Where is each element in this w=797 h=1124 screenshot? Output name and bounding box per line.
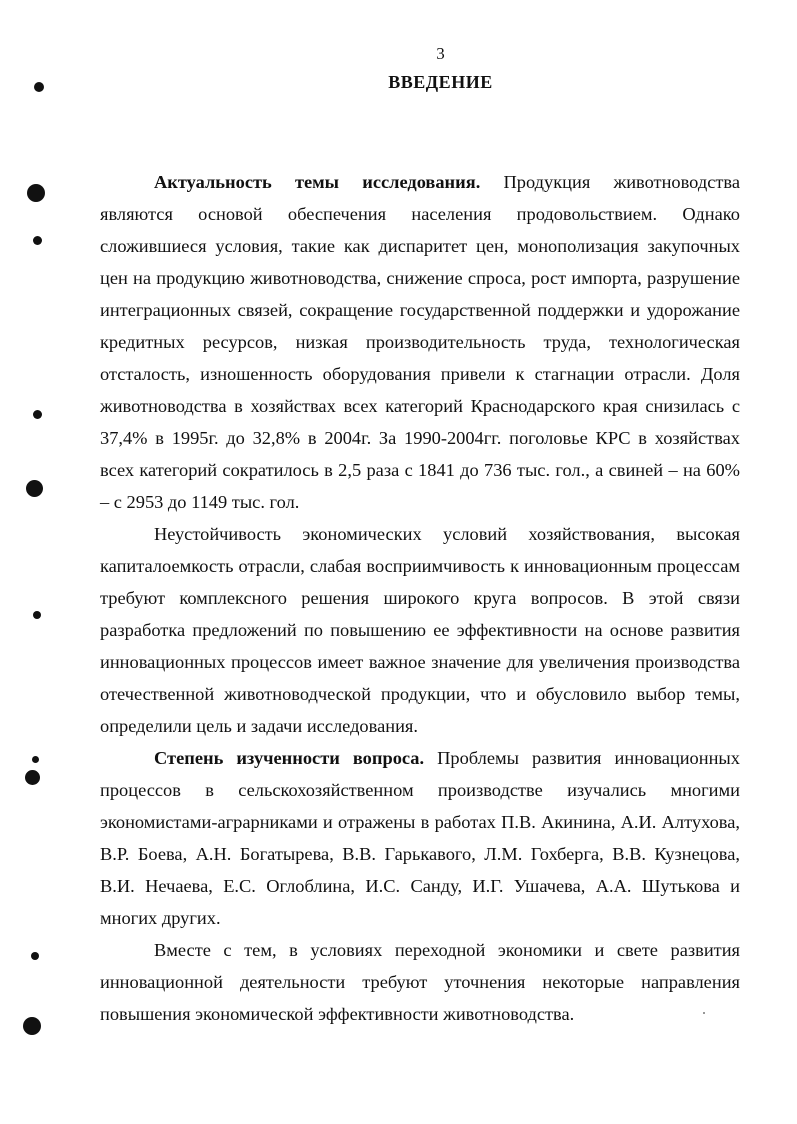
paragraph-text: Неустойчивость экономических условий хозяйствования, высокая капиталоемкость отрасли, слабая восприимчивость к инновационным процессам требуют комплексного решения широкого круга вопросов. В этой связи разработка предложений по повышению ее эффективности на основе развития инновационных процессов имеет важное значение для увеличения производства отечественной животноводческой продукции, что и обусловило выбор темы, определили цель и задачи исследования.: [100, 524, 740, 736]
paragraph-relevance: [100, 166, 740, 518]
page-number: 3: [436, 44, 445, 63]
binding-hole-mark: [32, 756, 39, 763]
binding-hole-mark: [33, 410, 42, 419]
paragraph-transition: [100, 934, 740, 1030]
binding-hole-mark: [31, 952, 39, 960]
binding-hole-mark: [23, 1017, 41, 1035]
paragraph-lead: Актуальность темы исследования.: [154, 172, 481, 192]
binding-hole-mark: [27, 184, 45, 202]
page-title: ВВЕДЕНИЕ: [388, 72, 493, 92]
paragraph-text: Продукция животноводства являются основой обеспечения населения продовольствием. Однако сложившиеся условия, такие как диспаритет цен, монополизация закупочных цен на продукцию животноводства, снижение спроса, рост импорта, разрушение интеграционных связей, сокращение государственной поддержки и удорожание кредитных ресурсов, низкая производительность труда, технологическая отсталость, изношенность оборудования привели к стагнации отрасли. Доля животноводства в хозяйствах всех категорий Краснодарского края снизилась с 37,4% в 1995г. до 32,8% в 2004г. За 1990-2004гг. поголовье КРС в хозяйствах всех категорий сократилось в 2,5 раза с 1841 до 736 тыс. гол., а свиней – на 60% – с 2953 до 1149 тыс. гол.: [100, 172, 740, 512]
binding-hole-mark: [33, 236, 42, 245]
paragraph-text: Проблемы развития инновационных процессов в сельскохозяйственном производстве изучались многими экономистами-аграрниками и отражены в работах П.В. Акинина, А.И. Алтухова, В.Р. Боева, А.Н. Богатырева, В.В. Гарькавого, Л.М. Гохберга, В.В. Кузнецова, В.И. Нечаева, Е.С. Оглоблина, И.С. Санду, И.Г. Ушачева, А.А. Шутькова и многих других.: [100, 748, 740, 928]
document-body: [100, 166, 740, 1030]
binding-hole-mark: [26, 480, 43, 497]
binding-hole-mark: [33, 611, 41, 619]
paragraph-instability: [100, 518, 740, 742]
paragraph-lead: Степень изученности вопроса.: [154, 748, 425, 768]
binding-hole-mark: [25, 770, 40, 785]
paragraph-text: Вместе с тем, в условиях переходной экономики и свете развития инновационной деятельности требуют уточнения некоторые направления повышения экономической эффективности животноводства.: [100, 940, 740, 1024]
paragraph-state-of-research: [100, 742, 740, 934]
